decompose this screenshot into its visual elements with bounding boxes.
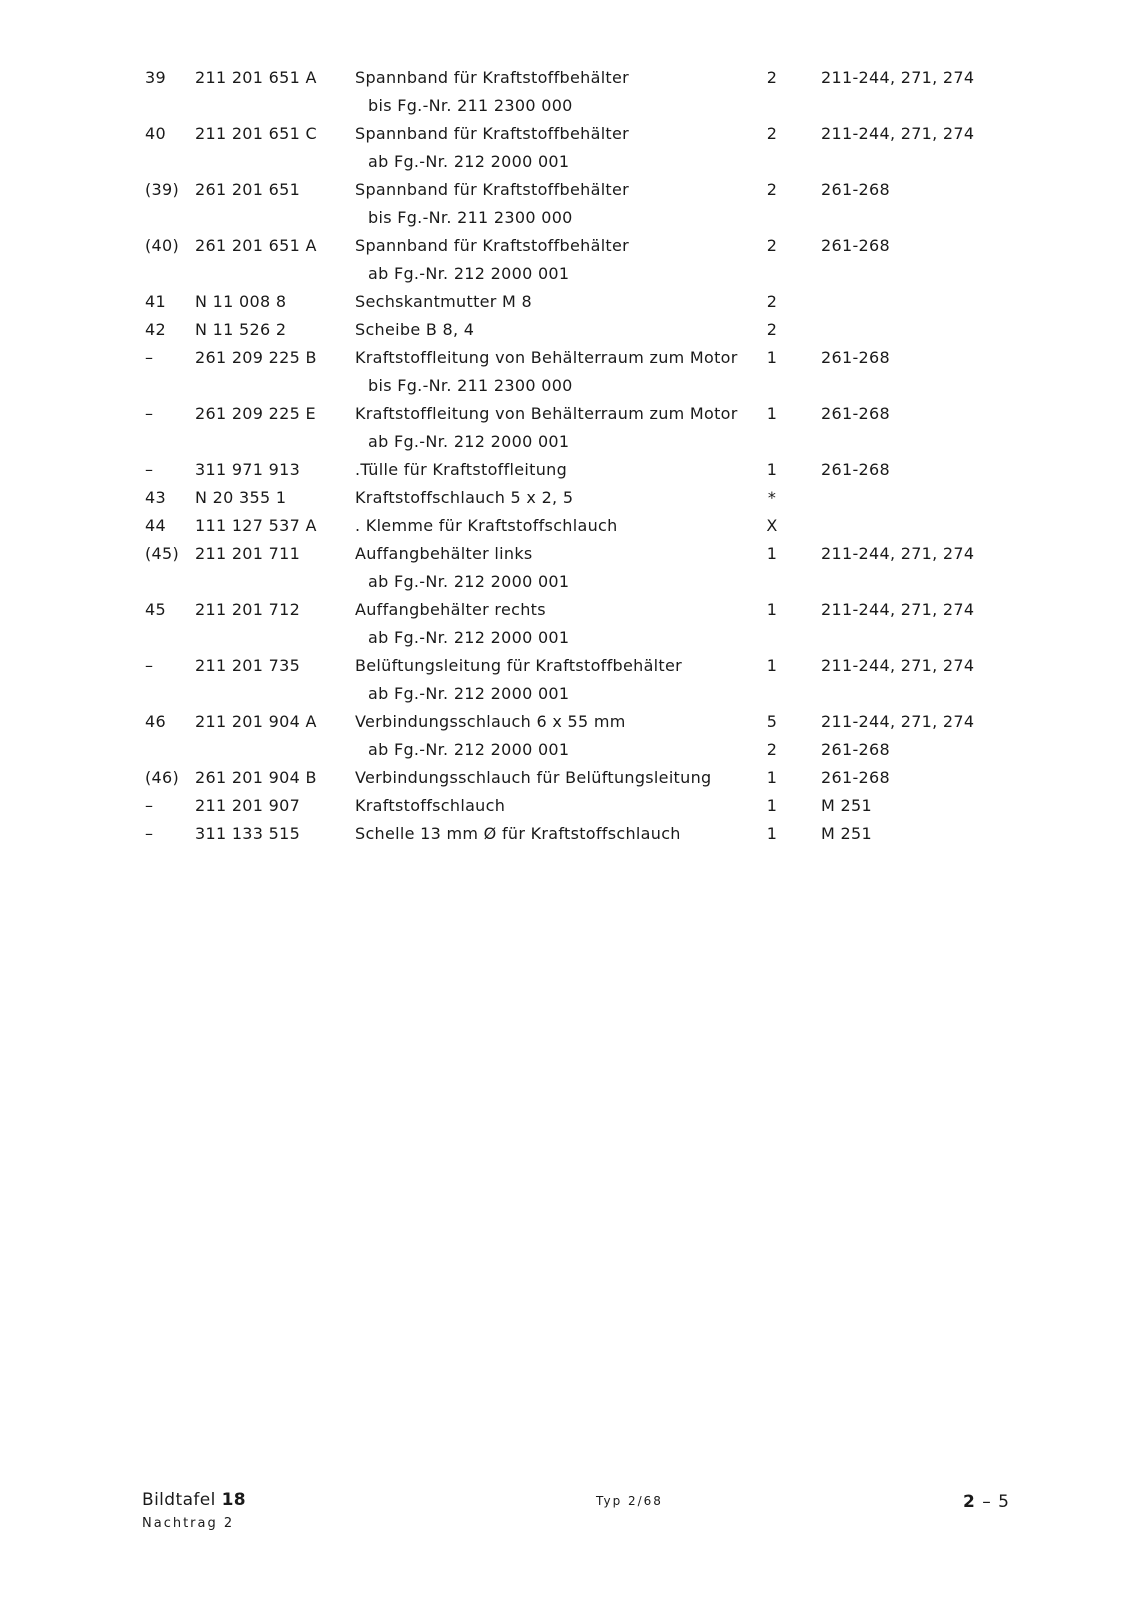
quantity: 2 xyxy=(766,68,778,87)
position-number: 46 xyxy=(145,712,166,731)
part-number: 311 133 515 xyxy=(195,824,301,843)
model-remark: 261-268 xyxy=(821,180,890,199)
page-footer xyxy=(0,1490,1133,1550)
parts-row xyxy=(0,458,1133,486)
parts-row-note xyxy=(0,374,1133,402)
chassis-range-note: ab Fg.-Nr. 212 2000 001 xyxy=(368,740,570,759)
quantity: 2 xyxy=(766,124,778,143)
chassis-range-note: ab Fg.-Nr. 212 2000 001 xyxy=(368,432,570,451)
part-number: 211 201 907 xyxy=(195,796,301,815)
chassis-range-note: bis Fg.-Nr. 211 2300 000 xyxy=(368,376,573,395)
part-description: Auffangbehälter links xyxy=(355,544,533,563)
page-number xyxy=(963,1492,1010,1512)
position-number: – xyxy=(145,460,154,479)
position-number: – xyxy=(145,404,154,423)
parts-row xyxy=(0,710,1133,738)
quantity: 1 xyxy=(766,824,778,843)
parts-row xyxy=(0,122,1133,150)
part-number: 211 201 651 A xyxy=(195,68,317,87)
parts-row xyxy=(0,402,1133,430)
part-description: Sechskantmutter M 8 xyxy=(355,292,533,311)
parts-row xyxy=(0,822,1133,850)
parts-row xyxy=(0,766,1133,794)
plate-label-text: Bildtafel xyxy=(142,1490,216,1510)
part-description: . Klemme für Kraftstoffschlauch xyxy=(355,516,618,535)
quantity: 1 xyxy=(766,544,778,563)
position-number: 42 xyxy=(145,320,166,339)
quantity: 2 xyxy=(766,180,778,199)
quantity: 1 xyxy=(766,600,778,619)
page-index: 5 xyxy=(998,1492,1010,1512)
part-number: 261 201 904 B xyxy=(195,768,317,787)
part-description: Scheibe B 8, 4 xyxy=(355,320,475,339)
part-number: N 11 008 8 xyxy=(195,292,287,311)
position-number: 40 xyxy=(145,124,166,143)
part-number: 211 201 651 C xyxy=(195,124,317,143)
parts-row xyxy=(0,234,1133,262)
parts-row xyxy=(0,318,1133,346)
part-description: Auffangbehälter rechts xyxy=(355,600,546,619)
position-number: 39 xyxy=(145,68,166,87)
part-number: 261 209 225 E xyxy=(195,404,316,423)
part-number: 311 971 913 xyxy=(195,460,301,479)
quantity: 2 xyxy=(766,236,778,255)
part-description: Kraftstoffschlauch 5 x 2, 5 xyxy=(355,488,574,507)
position-number: – xyxy=(145,824,154,843)
parts-row-note xyxy=(0,206,1133,234)
page-section: 2 xyxy=(963,1492,976,1512)
quantity: 2 xyxy=(766,292,778,311)
position-number: (46) xyxy=(145,768,180,787)
position-number: – xyxy=(145,348,154,367)
position-number: 44 xyxy=(145,516,166,535)
parts-row-note xyxy=(0,738,1133,766)
position-number: – xyxy=(145,796,154,815)
position-number: (40) xyxy=(145,236,180,255)
model-remark: 261-268 xyxy=(821,460,890,479)
part-description: Kraftstoffleitung von Behälterraum zum Motor xyxy=(355,348,738,367)
part-description: Schelle 13 mm Ø für Kraftstoffschlauch xyxy=(355,824,681,843)
quantity: 1 xyxy=(766,796,778,815)
part-description: Spannband für Kraftstoffbehälter xyxy=(355,180,630,199)
parts-row-note xyxy=(0,626,1133,654)
supplement-label: Nachtrag 2 xyxy=(142,1516,235,1531)
part-number: 261 201 651 xyxy=(195,180,301,199)
parts-row xyxy=(0,290,1133,318)
parts-row-note xyxy=(0,150,1133,178)
position-number: 45 xyxy=(145,600,166,619)
part-description: Spannband für Kraftstoffbehälter xyxy=(355,236,630,255)
parts-row xyxy=(0,598,1133,626)
model-remark: 261-268 xyxy=(821,768,890,787)
part-description: Spannband für Kraftstoffbehälter xyxy=(355,68,630,87)
part-number: 211 201 711 xyxy=(195,544,301,563)
part-number: 211 201 735 xyxy=(195,656,301,675)
parts-row xyxy=(0,346,1133,374)
chassis-range-note: bis Fg.-Nr. 211 2300 000 xyxy=(368,208,573,227)
parts-row xyxy=(0,514,1133,542)
parts-row xyxy=(0,486,1133,514)
part-number: 211 201 904 A xyxy=(195,712,317,731)
position-number: 43 xyxy=(145,488,166,507)
parts-row xyxy=(0,654,1133,682)
model-remark: 211-244, 271, 274 xyxy=(821,68,975,87)
model-remark: M 251 xyxy=(821,824,872,843)
quantity: * xyxy=(767,488,777,507)
quantity: 1 xyxy=(766,460,778,479)
quantity: 2 xyxy=(766,740,778,759)
plate-label xyxy=(142,1490,246,1510)
position-number: (39) xyxy=(145,180,180,199)
quantity: 1 xyxy=(766,768,778,787)
model-remark: 261-268 xyxy=(821,348,890,367)
position-number: (45) xyxy=(145,544,180,563)
part-description: Verbindungsschlauch für Belüftungsleitung xyxy=(355,768,712,787)
chassis-range-note: ab Fg.-Nr. 212 2000 001 xyxy=(368,684,570,703)
chassis-range-note: ab Fg.-Nr. 212 2000 001 xyxy=(368,264,570,283)
quantity: X xyxy=(766,516,778,535)
parts-list xyxy=(0,66,1133,850)
quantity: 2 xyxy=(766,320,778,339)
chassis-range-note: ab Fg.-Nr. 212 2000 001 xyxy=(368,572,570,591)
part-description: Belüftungsleitung für Kraftstoffbehälter xyxy=(355,656,683,675)
parts-row xyxy=(0,66,1133,94)
part-number: N 20 355 1 xyxy=(195,488,287,507)
part-number: 111 127 537 A xyxy=(195,516,317,535)
quantity: 5 xyxy=(766,712,778,731)
model-remark: 211-244, 271, 274 xyxy=(821,544,975,563)
model-remark: 261-268 xyxy=(821,236,890,255)
model-remark: 211-244, 271, 274 xyxy=(821,656,975,675)
parts-row xyxy=(0,794,1133,822)
quantity: 1 xyxy=(766,348,778,367)
part-number: 211 201 712 xyxy=(195,600,301,619)
part-description: Verbindungsschlauch 6 x 55 mm xyxy=(355,712,626,731)
part-number: N 11 526 2 xyxy=(195,320,287,339)
position-number: 41 xyxy=(145,292,166,311)
parts-row xyxy=(0,542,1133,570)
chassis-range-note: bis Fg.-Nr. 211 2300 000 xyxy=(368,96,573,115)
part-description: Spannband für Kraftstoffbehälter xyxy=(355,124,630,143)
model-remark: 261-268 xyxy=(821,404,890,423)
part-description: .Tülle für Kraftstoffleitung xyxy=(355,460,568,479)
part-number: 261 201 651 A xyxy=(195,236,317,255)
model-remark: 211-244, 271, 274 xyxy=(821,600,975,619)
chassis-range-note: ab Fg.-Nr. 212 2000 001 xyxy=(368,152,570,171)
model-remark: 211-244, 271, 274 xyxy=(821,124,975,143)
model-remark: 211-244, 271, 274 xyxy=(821,712,975,731)
part-description: Kraftstoffschlauch xyxy=(355,796,506,815)
parts-row-note xyxy=(0,430,1133,458)
parts-row-note xyxy=(0,94,1133,122)
plate-number: 18 xyxy=(221,1490,247,1510)
chassis-range-note: ab Fg.-Nr. 212 2000 001 xyxy=(368,628,570,647)
part-number: 261 209 225 B xyxy=(195,348,317,367)
quantity: 1 xyxy=(766,404,778,423)
model-remark: M 251 xyxy=(821,796,872,815)
parts-row xyxy=(0,178,1133,206)
parts-row-note xyxy=(0,570,1133,598)
type-label: Typ 2/68 xyxy=(596,1494,663,1508)
part-description: Kraftstoffleitung von Behälterraum zum Motor xyxy=(355,404,738,423)
parts-row-note xyxy=(0,262,1133,290)
position-number: – xyxy=(145,656,154,675)
page-separator: – xyxy=(982,1492,992,1512)
parts-row-note xyxy=(0,682,1133,710)
model-remark: 261-268 xyxy=(821,740,890,759)
quantity: 1 xyxy=(766,656,778,675)
